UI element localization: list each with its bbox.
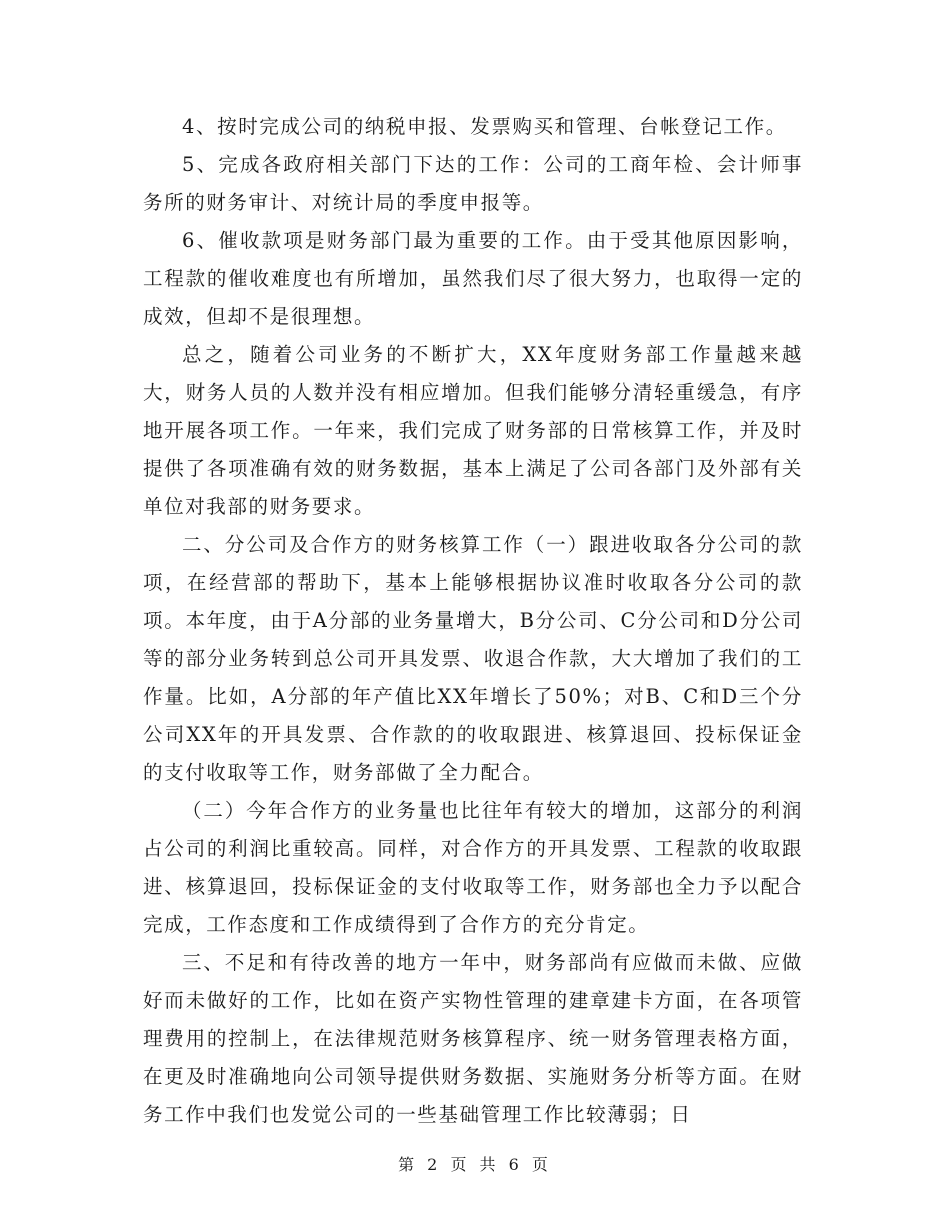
- paragraph-section-two: 二、分公司及合作方的财务核算工作（一）跟进收取各分公司的款项，在经营部的帮助下，基本上能够根据协议准时收取各分公司的款项。本年度，由于A分部的业务量增大，B分公司、C分公司和D分公司等的部分业务转到总公司开具发票、收退合作款，大大增加了我们的工作量。比如，A分部的年产值比XX年增长了50%；对B、C和D三个分公司XX年的开具发票、合作款的的收取跟进、核算退回、投标保证金的支付收取等工作，财务部做了全力配合。: [143, 533, 803, 784]
- document-body: [143, 108, 803, 1134]
- paragraph-item-4: 4、按时完成公司的纳税申报、发票购买和管理、台帐登记工作。: [182, 115, 787, 138]
- paragraph-summary: 总之，随着公司业务的不断扩大，XX年度财务部工作量越来越大，财务人员的人数并没有相应增加。但我们能够分清轻重缓急，有序地开展各项工作。一年来，我们完成了财务部的日常核算工作，并及时提供了各项准确有效的财务数据，基本上满足了公司各部门及外部有关单位对我部的财务要求。: [143, 343, 803, 518]
- paragraph-partners: （二）今年合作方的业务量也比往年有较大的增加，这部分的利润占公司的利润比重较高。同样，对合作方的开具发票、工程款的收取跟进、核算退回，投标保证金的支付收取等工作，财务部也全力予以配合完成，工作态度和工作成绩得到了合作方的充分肯定。: [143, 799, 803, 936]
- paragraph-section-three: 三、不足和有待改善的地方一年中，财务部尚有应做而未做、应做好而未做好的工作，比如在资产实物性管理的建章建卡方面，在各项管理费用的控制上，在法律规范财务核算程序、统一财务管理表格方面，在更及时准确地向公司领导提供财务数据、实施财务分析等方面。在财务工作中我们也发觉公司的一些基础管理工作比较薄弱；日: [143, 951, 803, 1126]
- paragraph-item-6: 6、催收款项是财务部门最为重要的工作。由于受其他原因影响，工程款的催收难度也有所增加，虽然我们尽了很大努力，也取得一定的成效，但却不是很理想。: [143, 229, 803, 328]
- page-number-footer: 第 2 页 共 6 页: [398, 1155, 552, 1174]
- paragraph-item-5: 5、完成各政府相关部门下达的工作：公司的工商年检、会计师事务所的财务审计、对统计局的季度申报等。: [143, 153, 803, 214]
